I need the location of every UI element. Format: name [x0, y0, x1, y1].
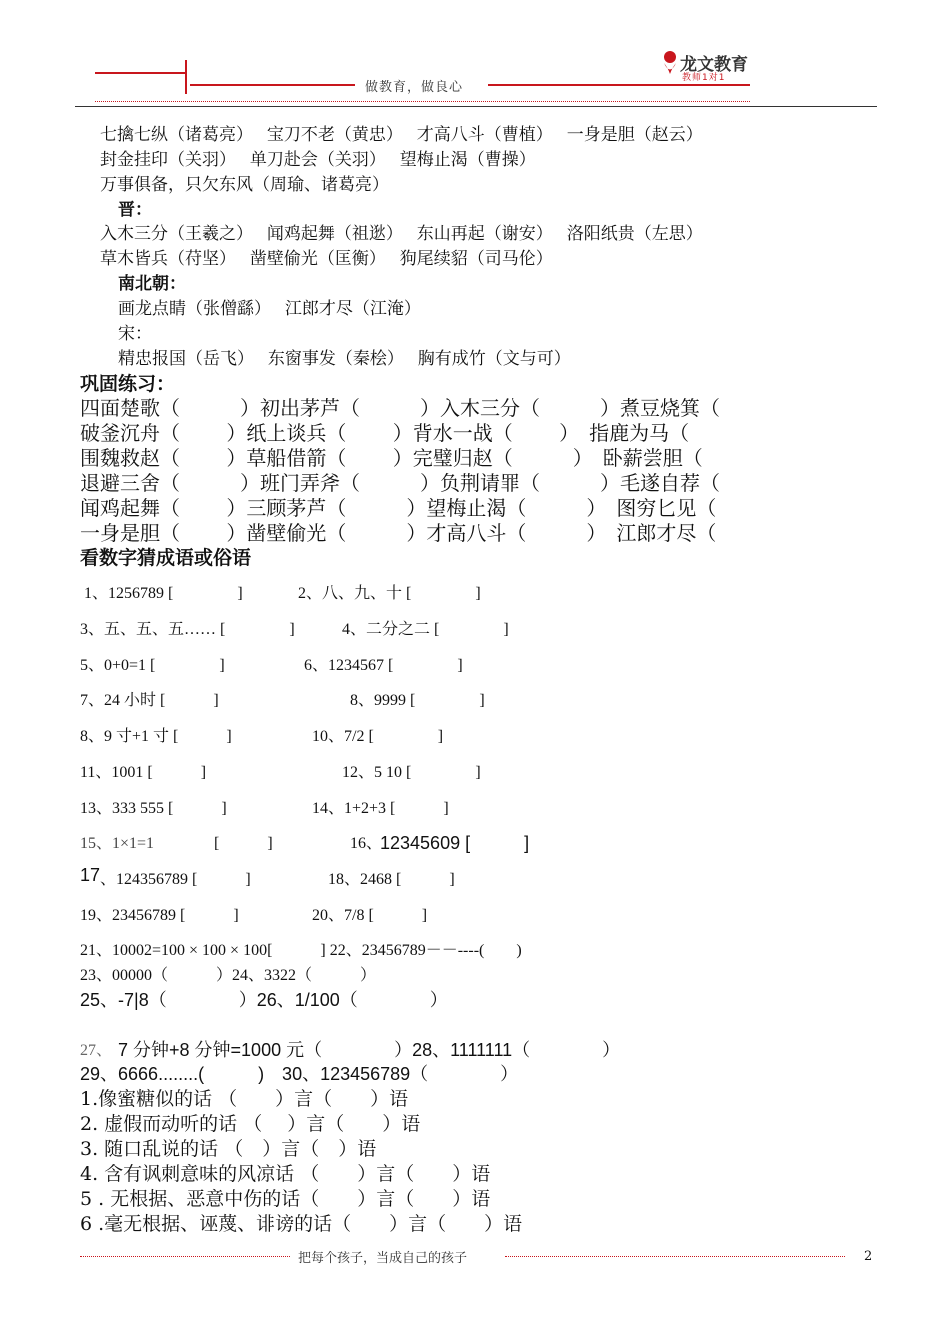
logo-subtext: 教师1对1	[682, 73, 726, 83]
practice-row-5: 闻鸡起舞（ ）三顾茅芦（ ）望梅止渴（ ） 图穷匕见（	[80, 496, 717, 520]
idiom-line-1: 七擒七纵（诸葛亮） 宝刀不老（黄忠） 才高八斗（曹植） 一身是胆（赵云）	[100, 125, 703, 145]
number-question-7: 7、24 小时 [ ]	[80, 692, 219, 709]
number-question-8: 8、9999 [ ]	[350, 692, 485, 709]
number-question-17-prefix: 17	[80, 865, 101, 885]
number-question-10: 10、7/2 [ ]	[312, 728, 444, 745]
number-question-15: 15、1×1=1	[80, 835, 155, 852]
practice-title: 巩固练习：	[80, 373, 176, 395]
number-question-5: 5、0+0=1 [ ]	[80, 657, 225, 674]
logo-text: 龙文教育	[680, 55, 748, 75]
idiom-line-5: 草木皆兵（苻坚） 凿壁偷光（匡衡） 狗尾续貂（司马伦）	[100, 249, 553, 269]
number-question-25-26: 25、-7|8（ ）26、1/100（ ）	[80, 990, 448, 1010]
number-question-27-prefix: 27、	[80, 1042, 113, 1059]
number-question-19: 19、23456789 [ ]	[80, 907, 239, 924]
number-question-23-24: 23、00000（ ）24、3322（ ）	[80, 967, 377, 984]
page-number: 2	[864, 1249, 873, 1264]
header-red-bar-mid	[190, 84, 355, 86]
number-question-4: 4、二分之二 [ ]	[342, 621, 509, 638]
practice-row-6: 一身是胆（ ）凿壁偷光（ ）才高八斗（ ） 江郎才尽（	[80, 521, 717, 545]
yanyu-item-6: 6 .毫无根据、诬蔑、诽谤的话（ ）言（ ）语	[80, 1213, 523, 1235]
practice-row-1: 四面楚歌（ ）初出茅芦（ ）入木三分（ ）煮豆烧箕（	[80, 396, 720, 420]
idiom-line-2: 封金挂印（关羽） 单刀赴会（关羽） 望梅止渴（曹操）	[100, 150, 536, 170]
number-question-16: 12345609 [ ]	[380, 833, 530, 853]
practice-row-4: 退避三舍（ ）班门弄斧（ ）负荆请罪（ ）毛遂自荐（	[80, 471, 720, 495]
yanyu-item-2: 2. 虚假而动听的话 （ ）言（ ）语	[80, 1113, 421, 1135]
number-question-27-28: 7 分钟+8 分钟=1000 元（ ）28、1111111（ ）	[118, 1040, 621, 1060]
header-red-tick-1	[185, 60, 187, 94]
idiom-line-6: 画龙点睛（张僧繇） 江郎才尽（江淹）	[118, 299, 421, 319]
number-question-6: 6、1234567 [ ]	[304, 657, 463, 674]
practice-row-2: 破釜沉舟（ ）纸上谈兵（ ）背水一战（ ） 指鹿为马（	[80, 421, 690, 445]
number-question-21-22: 21、10002=100 × 100 × 100[ ] 22、23456789－－----( )	[80, 942, 522, 959]
number-question-15-blank: [ ]	[214, 835, 273, 852]
footer-slogan: 把每个孩子，当成自己的孩子	[298, 1251, 468, 1266]
yanyu-item-3: 3. 随口乱说的话 （ ）言（ ）语	[80, 1138, 377, 1160]
number-question-12: 12、5 10 [ ]	[342, 764, 481, 781]
number-question-13: 13、333 555 [ ]	[80, 800, 227, 817]
number-question-1: 1、1256789 [ ]	[84, 585, 243, 602]
number-question-3: 3、五、五、五…… [ ]	[80, 621, 295, 638]
number-question-9: 8、9 寸+1 寸 [ ]	[80, 728, 232, 745]
header-dotted-line	[95, 101, 750, 102]
idiom-line-3: 万事俱备，只欠东风（周瑜、诸葛亮）	[100, 175, 389, 195]
yanyu-item-4: 4. 含有讽刺意味的风凉话 （ ）言（ ）语	[80, 1163, 491, 1185]
header-slogan: 做教育，做良心	[365, 80, 464, 95]
yanyu-item-5: 5 . 无根据、恶意中伤的话（ ）言（ ）语	[80, 1188, 491, 1210]
number-question-20: 20、7/8 [ ]	[312, 907, 428, 924]
number-question-29-30: 29、6666........( ) 30、123456789（ ）	[80, 1064, 519, 1084]
dynasty-label-nanbei: 南北朝：	[118, 274, 186, 294]
logo-icon	[660, 50, 680, 76]
idiom-line-4: 入木三分（王羲之） 闻鸡起舞（祖逖） 东山再起（谢安） 洛阳纸贵（左思）	[100, 224, 703, 244]
practice-row-3: 围魏救赵（ ）草船借箭（ ）完璧归赵（ ） 卧薪尝胆（	[80, 446, 703, 470]
header-red-bar-right	[488, 84, 750, 86]
footer-dotted-line-left	[80, 1256, 290, 1257]
number-question-16-prefix: 16、	[350, 835, 383, 852]
logo	[660, 50, 760, 83]
number-question-11: 11、1001 [ ]	[80, 764, 207, 781]
number-question-18: 18、2468 [ ]	[328, 871, 455, 888]
number-question-2: 2、八、九、十 [ ]	[298, 585, 481, 602]
header-rule	[75, 106, 877, 107]
numbers-title: 看数字猜成语或俗语	[80, 547, 252, 569]
yanyu-item-1: 1.像蜜糖似的话 （ ）言（ ）语	[80, 1088, 409, 1110]
footer-dotted-line-right	[505, 1256, 845, 1257]
number-question-17: 、124356789 [ ]	[100, 871, 251, 888]
header-red-bar-left	[95, 72, 185, 74]
dynasty-label-song: 宋：	[118, 324, 152, 344]
dynasty-label-jin: 晋：	[118, 200, 152, 220]
idiom-line-7: 精忠报国（岳飞） 东窗事发（秦桧） 胸有成竹（文与可）	[118, 349, 571, 369]
number-question-14: 14、1+2+3 [ ]	[312, 800, 449, 817]
